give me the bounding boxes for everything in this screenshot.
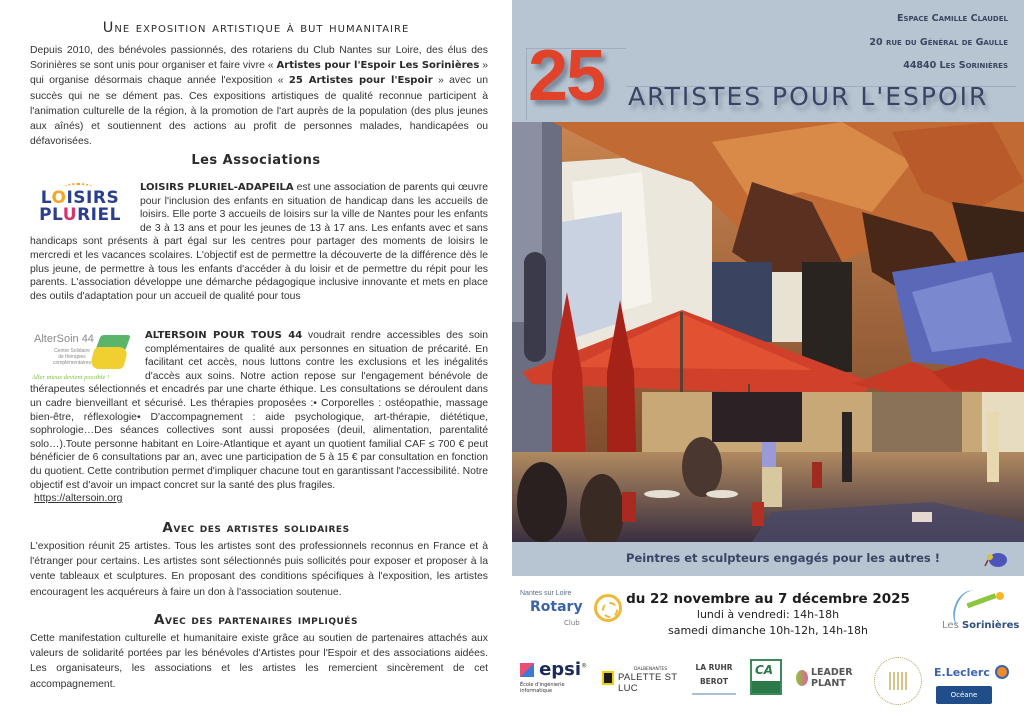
epsi-square-icon [520,663,534,677]
palette-box-icon [602,671,614,685]
sun-rays-icon [64,183,92,191]
title-number: 25 [528,36,605,116]
association-description: voudrait rendre accessibles des soin complémentaires de qualité aux personnes en situation de précarité. En facilitant cet accès, nous luttons contre les exclusions et les inégalités d'accès aux soins. Notre action repose sur l'engagement bénévole de thérapeutes sélectionnés et encadrés par une charte éthique. Les consultations se déroulent dans un cadre bienveillant et sécurisé. Les thérapies proposées :• Corporelles : ostéopathie, massage bien-être, réflexologie• D'accompagnement : aide psychologique, art-thérapie, diététique, sophrologie…Des séances collectives sont aussi proposées (deuil, alimentation, parentalité solo…).Toute personne habitant en Loire-Atlantique et ayant un quotient familial CAF ≤ 700 € peut bénéficier de 6 consultations par an, avec une participation de 5 à 15 € par consultation en fonction du quotient. Cette contribution permet d'impliquer chacune tout en garantissant l'accessibilité. Notre objectif est d'avoir un impact concret sur la santé des plus fragiles. [30,330,488,491]
artists-title: Avec des artistes solidaires [162,520,350,536]
intro-text-2: » qui organise désormais chaque année l'exposition « [30,60,488,87]
sponsor-palette-st-luc: DALBENANTES PALETTE ST LUC [602,667,684,691]
weekday-hours: lundi à vendredi: 14h-18h [696,608,840,621]
altersoin-link[interactable]: https://altersoin.org [34,493,123,505]
address-venue: Espace Camille Claudel [896,13,1008,24]
intro-text-3: » avec un succès qui ne se dément pas. Ces expositions artistiques de qualité reconnue participent à l'animation culturelle de la région, à la promotion de l'art auprès de la population (des plus jeunes aux aînés) et soutiennent des actions au profit de personnes malades, handicapées ou défavorisées. [30,75,488,148]
sponsor-leader-plant: LEADER PLANT [796,667,862,691]
weekend-hours: samedi dimanche 10h-12h, 14h-18h [667,624,869,637]
leclerc-circle-icon [995,665,1009,679]
intro-paragraph [30,43,488,149]
association-altersoin [30,329,488,506]
artists-paragraph: L'exposition réunit 25 artistes. Tous les artistes sont des professionnels reconnus en France et à l'étranger pour certains. Les artistes sont sélectionnés puis sollicités pour exposer et proposer à la vente tableaux et sculptures. En proposant des conditions spécifiques à l'exposition, les artistes encouragent les acquéreurs à faire un don à l'association soutenue. [30,541,488,598]
exhibition-dates [612,591,924,639]
associations-title: Les Associations [191,153,321,168]
caption-bar [512,542,1024,576]
sun-head-icon [996,592,1004,600]
yellow-hand-icon [89,347,129,369]
loisirs-pluriel-logo: LOISIRS PLURIEL [30,183,130,229]
poster-tagline: Peintres et sculpteurs engagés pour les autres ! [626,551,940,565]
ca-band [752,681,780,693]
partners-paragraph: Cette manifestation culturelle et humanitaire existe grâce au soutien de partenaires attachés aux valeurs de solidarité portées par les bénévoles d'Artistes pour l'Espoir et des associations aidées. Les organisateurs, les associations et les artistes les remercient sincèrement de cet accompagnement. [30,633,488,690]
sponsor-logos [512,655,1024,715]
association-description: est une association de parents qui œuvre pour l'inclusion des enfants en situation de handicap dans les accueils de loisirs. Elle porte 3 accueils de loisirs sur la ville de Nantes pour les enfants de 3 à 13 ans et pour les jeunes de 13 à 17 ans. Les enfants avec et sans handicaps sont présents à part égal sur les centres pour partager des moments de loisirs le mercredi et les vacances scolaires. L'objectif est de permettre la découverte de la différence dès le plus jeune, de permettre à tous les enfants d'accéder à du loisir et de permettre du répit pour les parents. L'association développe une démarche pédagogique inclusive innovante et mets en place des outils d'adaptation pour un accueil de qualité pour tous [30,182,488,302]
leaf-icon [796,670,808,686]
intro-text-1: Depuis 2010, des bénévoles passionnés, des rotariens du Club Nantes sur Loire, des élus des Sorinières se sont unis pour organiser et faire vivre « [30,45,488,72]
intro-bold-1: Artistes pour l'Espoir Les Sorinières [276,60,480,72]
intro-title: Une exposition artistique à but humanitaire [102,20,410,36]
poster-header [512,0,1024,122]
partners-title: Avec des partenaires impliqués [154,612,358,628]
painting-image [512,122,1024,542]
sponsor-credit-agricole: CA [750,659,782,695]
les-sorinieres-logo: Les Sorinières [938,588,1020,638]
sponsor-leclerc-oceane: E.Leclerc Océane [934,661,1016,704]
date-range: du 22 novembre au 7 décembre 2025 [626,591,910,607]
association-name: LOISIRS PLURIEL-ADAPEILA [140,182,294,193]
cafe-terrace-painting [512,122,1024,542]
rotary-club-logo: Nantes sur Loire Rotary Club [518,588,622,632]
association-loisirs-pluriel [30,181,488,303]
sponsor-epsi: epsi® École d'ingénierie informatique [520,659,588,694]
address-city: 44840 Les Sorinières [903,60,1008,71]
right-page [512,0,1024,724]
sponsor-abbaye-de-villeneuve [874,657,922,705]
poster-title: ARTISTES POUR L'ESPOIR [628,82,989,111]
guide-line [526,48,527,120]
association-name: ALTERSOIN POUR TOUS 44 [145,330,303,341]
altersoin-logo: AlterSoin 44 Centre Solidaire de thérapies complémentaires Aller mieux devient possible ! [30,331,135,383]
sponsor-la-ruhr-berot: LA RUHR BEROT [692,661,736,695]
address-street: 20 rue du Général de Gaulle [869,37,1008,48]
intro-bold-2: 25 Artistes pour l'Espoir [288,75,433,87]
blue-bird-icon [984,550,1008,568]
